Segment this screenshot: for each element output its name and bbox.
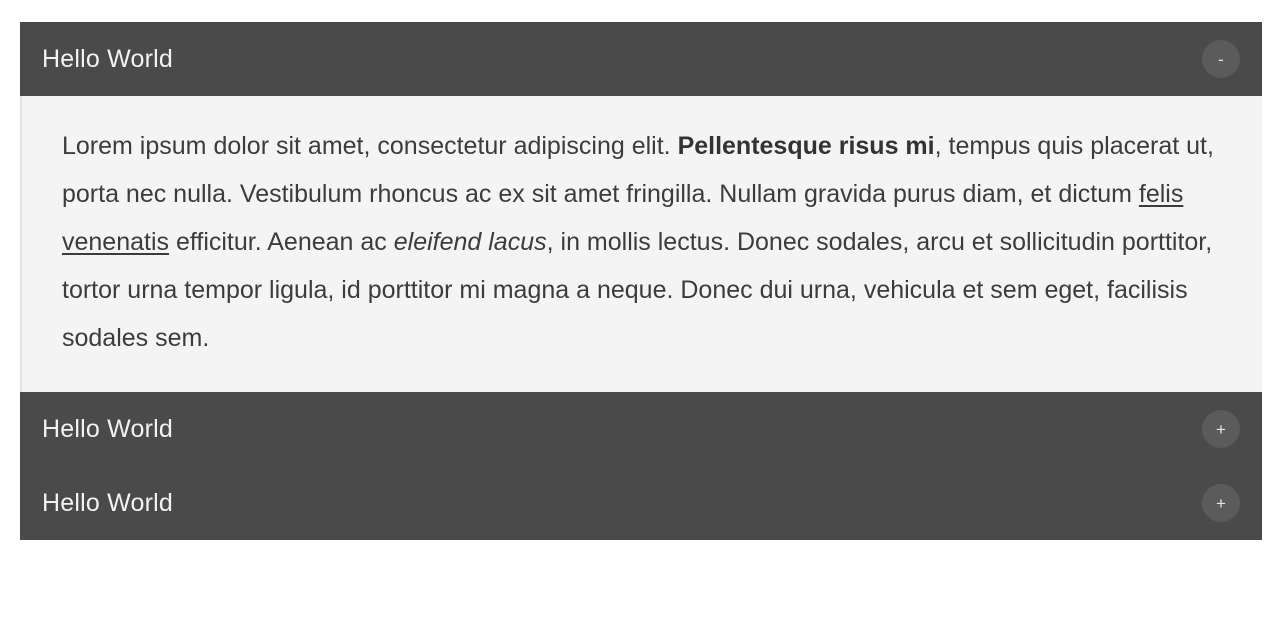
collapse-toggle-icon-1[interactable]: - xyxy=(1202,40,1240,78)
body-segment: , tempus quis placerat ut, porta nec nulla. Vestibulum rhoncus ac ex sit amet fringilla. Nullam gravida purus diam, et dictum xyxy=(62,132,1214,208)
accordion-body-1 xyxy=(20,96,1262,392)
accordion-body-text-1 xyxy=(62,122,1223,362)
accordion-title-3: Hello World xyxy=(42,488,173,517)
accordion-title-1: Hello World xyxy=(42,44,173,73)
accordion-panel-1 xyxy=(20,22,1262,392)
accordion-header-1[interactable] xyxy=(20,22,1262,96)
expand-toggle-icon-2[interactable]: + xyxy=(1202,410,1240,448)
accordion xyxy=(20,22,1262,540)
body-segment: Lorem ipsum dolor sit amet, consectetur adipiscing elit. xyxy=(62,132,678,160)
body-segment-underline: felis venenatis xyxy=(62,180,1184,256)
accordion-panel-2 xyxy=(20,392,1262,466)
body-segment: efficitur. Aenean ac xyxy=(169,228,394,256)
expand-toggle-icon-3[interactable]: + xyxy=(1202,484,1240,522)
body-segment-italic: eleifend lacus xyxy=(393,228,547,256)
accordion-panel-3 xyxy=(20,466,1262,540)
accordion-header-2[interactable] xyxy=(20,392,1262,466)
body-segment-bold: Pellentesque risus mi xyxy=(677,132,935,160)
accordion-header-3[interactable] xyxy=(20,466,1262,540)
body-segment: , in mollis lectus. Donec sodales, arcu et sollicitudin porttitor, tortor urna tempor ligula, id porttitor mi magna a neque. Donec dui urna, vehicula et sem eget, facilisis sodales sem. xyxy=(62,228,1213,352)
accordion-title-2: Hello World xyxy=(42,414,173,443)
